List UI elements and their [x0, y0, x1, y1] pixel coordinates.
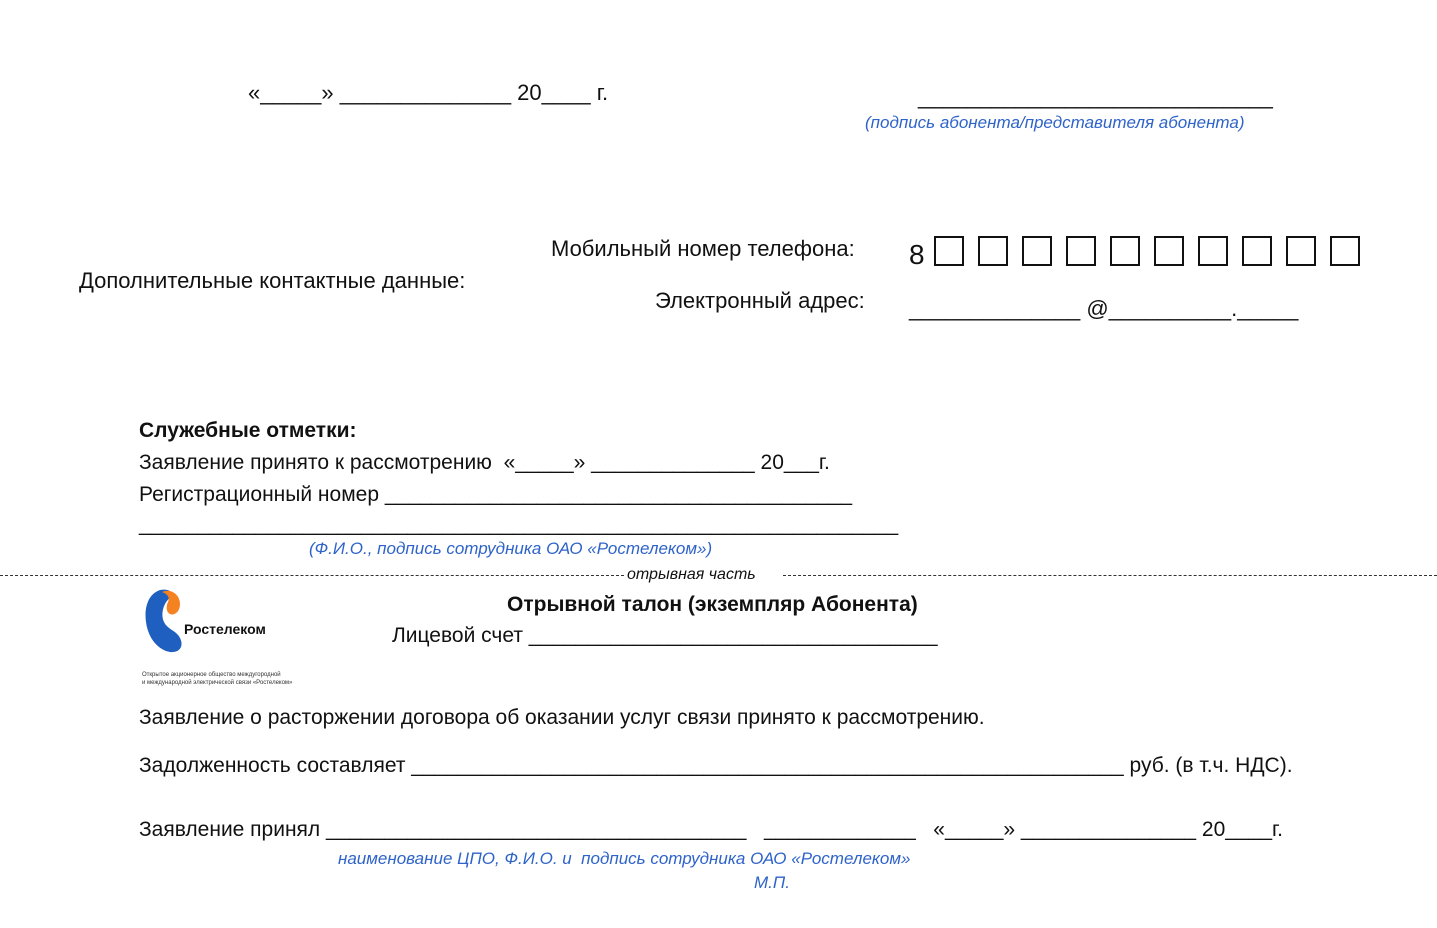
tear-off-title: Отрывной талон (экземпляр Абонента) [507, 593, 918, 616]
accepted-line: Заявление принято к рассмотрению «_____» ______________ 20___г. [139, 451, 830, 474]
tear-line-right [783, 575, 1437, 576]
accepted-by-line: Заявление принял ____________________________________ _____________ «_____» _______________ 20____г. [139, 818, 1283, 841]
email-label: Электронный адрес: [655, 288, 865, 313]
logo-wordmark: Ростелеком [184, 621, 266, 637]
tear-line-left [0, 575, 624, 576]
digit-box[interactable] [1110, 236, 1140, 266]
email-field[interactable]: ______________ @__________._____ [909, 296, 1299, 321]
mobile-prefix: 8 [909, 239, 925, 270]
employee-caption: (Ф.И.О., подпись сотрудника ОАО «Ростелеком») [309, 539, 713, 558]
digit-box[interactable] [1198, 236, 1228, 266]
digit-box[interactable] [1066, 236, 1096, 266]
digit-box[interactable] [1286, 236, 1316, 266]
tear-off-label: отрывная часть [627, 566, 756, 583]
digit-box[interactable] [978, 236, 1008, 266]
signature-caption: (подпись абонента/представителя абонента) [865, 113, 1245, 132]
logo-tagline-2: и международной электрической связи «Ростелеком» [142, 680, 293, 686]
digit-box[interactable] [1242, 236, 1272, 266]
logo-tagline-1: Открытое акционерное общество междугородной [142, 672, 281, 678]
accepted-by-caption: наименование ЦПО, Ф.И.О. и подпись сотрудника ОАО «Ростелеком» [338, 849, 911, 868]
contacts-label: Дополнительные контактные данные: [79, 268, 466, 293]
digit-box[interactable] [934, 236, 964, 266]
date-line: «_____» ______________ 20____ г. [248, 80, 609, 105]
account-number-line: Лицевой счет ___________________________________ [392, 624, 938, 647]
debt-line: Задолженность составляет _____________________________________________________________ руб. (в т.ч. НДС). [139, 754, 1293, 777]
logo-icon [140, 588, 188, 654]
statement-text: Заявление о расторжении договора об оказании услуг связи принято к рассмотрению. [139, 706, 985, 729]
registration-number-line: Регистрационный номер ________________________________________ [139, 483, 852, 506]
digit-box[interactable] [1330, 236, 1360, 266]
mobile-label: Мобильный номер телефона: [551, 236, 855, 261]
service-notes-heading: Служебные отметки: [139, 419, 357, 442]
stamp-caption: М.П. [754, 873, 790, 892]
employee-signature-line: _________________________________________________________________ [139, 513, 899, 536]
digit-box[interactable] [1154, 236, 1184, 266]
digit-box[interactable] [1022, 236, 1052, 266]
signature-line: _____________________________ [918, 84, 1273, 109]
